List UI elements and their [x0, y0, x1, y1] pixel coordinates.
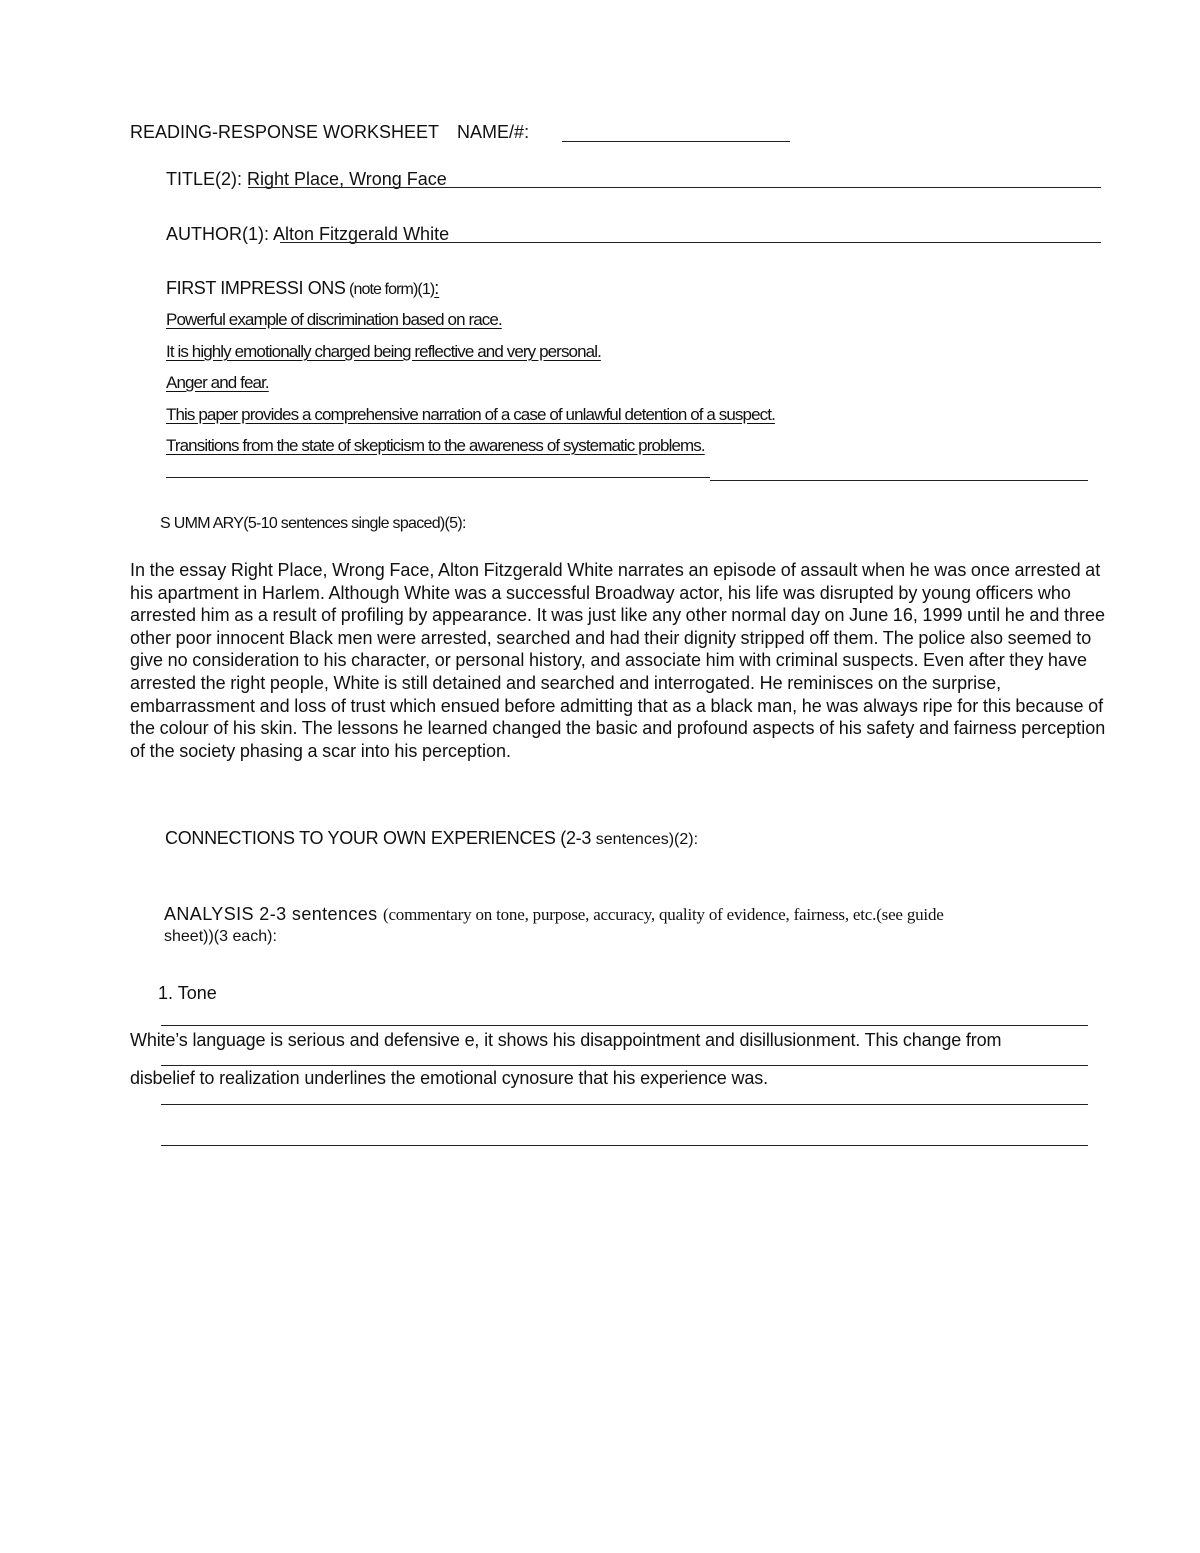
tone-rule-1: [161, 1025, 1088, 1026]
title-underline: [248, 187, 1101, 188]
author-value: Alton Fitzgerald White: [269, 224, 450, 244]
tone-rule-3: [161, 1104, 1088, 1105]
name-label: NAME/#:: [457, 122, 530, 142]
impression-note-2: It is highly emotionally charged being reflective and very personal.: [166, 342, 601, 361]
summary-heading: S UMM ARY(5-10 sentences single spaced)(5):: [160, 515, 466, 532]
impressions-blank-line-a: [166, 477, 710, 478]
first-impressions-colon: :: [434, 278, 440, 298]
impression-note-5: Transitions from the state of skepticism to the awareness of systematic problems.: [166, 436, 705, 455]
connections-label: CONNECTIONS TO YOUR OWN EXPERIENCES (2-3: [165, 828, 596, 848]
tone-rule-4: [161, 1145, 1088, 1146]
connections-heading: [165, 828, 698, 849]
summary-body: In the essay Right Place, Wrong Face, Alton Fitzgerald White narrates an episode of assault when he was once arrested at his apartment in Harlem. Although White was a successful Broadway actor, his life was disrupted by young officers who arrested him as a result of profiling by appearance. It was just like any other normal day on June 16, 1999 until he and three other poor innocent Black men were arrested, searched and had their dignity stripped off them. The police also seemed to give no consideration to his character, or personal history, and associate him with criminal suspects. Even after they have arrested the right people, White is still detained and searched and interrogated. He reminisces on the surprise, embarrassment and loss of trust which ensued before admitting that as a black man, he was always ripe for this because of the colour of his skin. The lessons he learned changed the basic and profound aspects of his safety and fairness perception of the society phasing a scar into his perception.: [130, 560, 1106, 761]
tone-answer-line-2: disbelief to realization underlines the emotional cynosure that his experience was.: [130, 1068, 768, 1088]
impressions-blank-line-b: [710, 480, 1088, 481]
analysis-heading: [164, 904, 944, 925]
analysis-label-line2: sheet))(3 each):: [164, 928, 277, 945]
worksheet-title: READING-RESPONSE WORKSHEET: [130, 122, 440, 142]
impression-note-3: Anger and fear.: [166, 373, 269, 392]
title-value: Right Place, Wrong Face: [242, 169, 447, 189]
analysis-label: ANALYSIS 2-3 sentences: [164, 904, 383, 924]
tone-rule-2: [161, 1065, 1088, 1066]
first-impressions-heading: [166, 278, 439, 299]
first-impressions-sublabel: (note form)(1): [345, 281, 435, 298]
title-label: TITLE(2):: [166, 169, 243, 189]
author-label: AUTHOR(1):: [166, 224, 269, 244]
name-input-line[interactable]: [562, 141, 790, 142]
tone-answer-line-1: White’s language is serious and defensive e, it shows his disappointment and disillusionment. This change from: [130, 1030, 1002, 1050]
impression-note-4: This paper provides a comprehensive narration of a case of unlawful detention of a suspect.: [166, 405, 775, 424]
tone-label: 1. Tone: [158, 983, 217, 1003]
first-impressions-label: FIRST IMPRESSI ONS: [166, 278, 346, 298]
connections-label-small: sentences)(2):: [595, 831, 699, 848]
worksheet-header: [130, 121, 529, 143]
author-underline: [280, 242, 1101, 243]
analysis-label-detail: (commentary on tone, purpose, accuracy, quality of evidence, fairness, etc.(see guide: [382, 905, 944, 924]
impression-note-1: Powerful example of discrimination based on race.: [166, 310, 502, 329]
